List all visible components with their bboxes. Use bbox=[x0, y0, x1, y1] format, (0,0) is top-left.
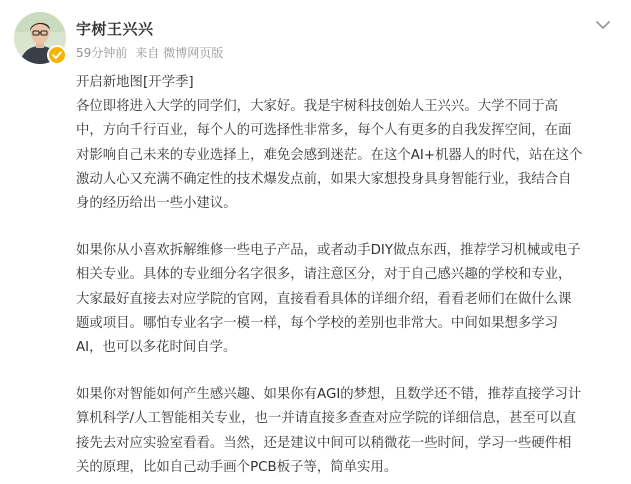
post-header bbox=[14, 12, 614, 68]
text-line: 对影响自己未来的专业选择上，难免会感到迷茫。在这个AI+机器人的时代，站在这个 bbox=[76, 147, 583, 163]
post-title-line: 开启新地图[开学季] bbox=[76, 75, 194, 90]
text-line: 关的原理，比如自己动手画个PCB板子等，简单实用。 bbox=[76, 459, 398, 475]
paragraph bbox=[76, 383, 624, 480]
paragraph bbox=[76, 239, 624, 360]
verified-icon bbox=[47, 45, 67, 65]
text-line: 算机科学/人工智能相关专业，也一并请直接多查查对应学院的详细信息，甚至可以直 bbox=[76, 411, 576, 427]
source-prefix: 来自 bbox=[135, 46, 160, 60]
author-name[interactable]: 宇树王兴兴 bbox=[76, 20, 154, 38]
paragraph-gap bbox=[76, 360, 624, 383]
more-options-button[interactable] bbox=[592, 14, 614, 36]
text-line: 大家最好直接去对应学院的官网，直接看看具体的详细介绍，看看老师们在做什么课 bbox=[76, 291, 572, 307]
text-line: 相关专业。具体的专业细分名字很多，请注意区分，对于自己感兴趣的学校和专业， bbox=[76, 267, 572, 283]
post-content bbox=[76, 71, 624, 480]
paragraph-gap bbox=[76, 216, 624, 239]
text-line: 如果你对智能如何产生感兴趣、如果你有AGI的梦想，且数学还不错，推荐直接学习计 bbox=[76, 387, 582, 403]
text-line: 题或项目。哪怕专业名字一模一样，每个学校的差别也非常大。中间如果想多学习 bbox=[76, 315, 559, 331]
chevron-down-icon bbox=[592, 14, 614, 36]
post-time[interactable]: 59分钟前 bbox=[76, 46, 128, 60]
text-line: 激动人心又充满不确定性的技术爆发点前，如果大家想投身具身智能行业，我结合自 bbox=[76, 171, 572, 187]
post-meta bbox=[76, 44, 231, 61]
text-line: 如果你从小喜欢拆解维修一些电子产品，或者动手DIY做点东西，推荐学习机械或电子 bbox=[76, 243, 581, 259]
text-line: 接先去对应实验室看看。当然，还是建议中间可以稍微花一些时间，学习一些硬件相 bbox=[76, 435, 572, 451]
post-source: 微博网页版 bbox=[163, 46, 224, 60]
text-line: AI，也可以多花时间自学。 bbox=[76, 340, 237, 356]
text-line: 身的经历给出一些小建议。 bbox=[76, 196, 237, 212]
paragraph bbox=[76, 95, 624, 216]
text-line: 中，方向千行百业，每个人的可选择性非常多，每个人有更多的自我发挥空间，在面 bbox=[76, 123, 572, 139]
text-line: 各位即将进入大学的同学们，大家好。我是宇树科技创始人王兴兴。大学不同于高 bbox=[76, 99, 559, 115]
avatar[interactable] bbox=[14, 12, 66, 64]
